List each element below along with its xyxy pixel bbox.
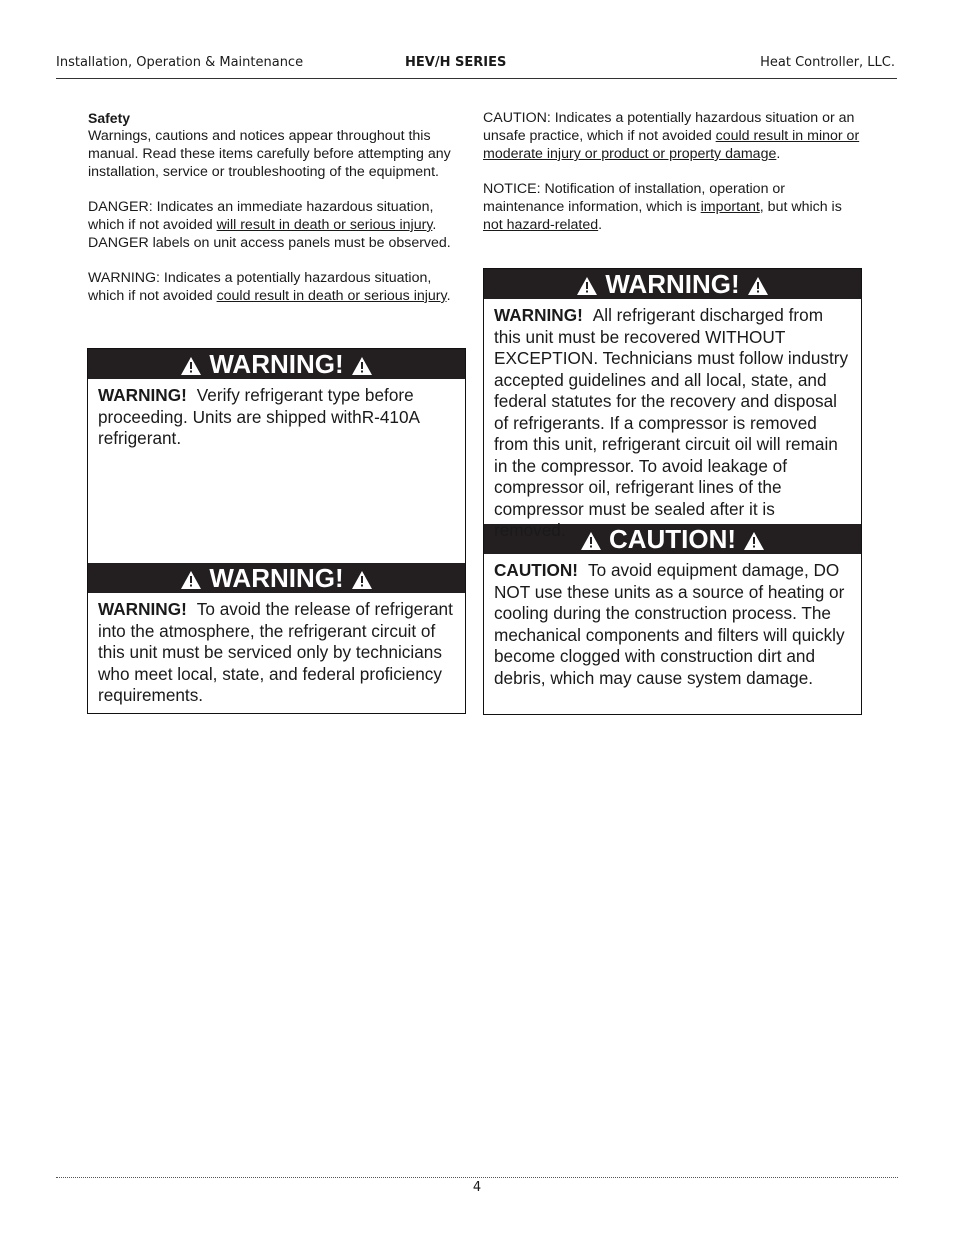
refrigerant-recovery-warning: WARNING! All refrigerant discharged from this unit must be recovered WITHOUT EXCEPTION. Technicians must follow industry accepted guidelines and all local, state, and federal statutes for the recovery and disposal of refrigerants. If a compressor is removed from this unit, refrigerant circuit oil will remain in the compressor. To avoid leakage of compressor oil, refrigerant lines of the compressor must be sealed after it is removed. bbox=[494, 305, 849, 540]
warning-triangle-icon bbox=[581, 532, 601, 550]
construction-use-caution: CAUTION! To avoid equipment damage, DO NOT use these units as a source of heating or cooling during the construction process. The mechanical components and filters will quickly become clogged with construction dirt and debris, which may cause system damage. bbox=[494, 560, 845, 688]
footer-rule bbox=[56, 1177, 898, 1178]
warning-triangle-icon bbox=[352, 357, 372, 375]
danger-definition: DANGER: Indicates an immediate hazardous situation, which if not avoided will result in death or serious injury. DANGER labels on unit access panels must be observed. bbox=[88, 199, 451, 251]
warning-triangle-icon bbox=[577, 277, 597, 295]
warning-banner: WARNING! bbox=[88, 349, 465, 379]
caution-definition: CAUTION: Indicates a potentially hazardous situation or an unsafe practice, which if not avoided could result in minor or moderate injury or product or property damage. bbox=[483, 110, 860, 162]
right-warning-panel bbox=[483, 268, 862, 715]
header-series: HEV/H SERIES bbox=[405, 55, 507, 70]
header-left: Installation, Operation & Maintenance bbox=[56, 55, 304, 70]
notice-definition: NOTICE: Notification of installation, operation or maintenance information, which is important, but which is not hazard-related. bbox=[483, 181, 842, 233]
safety-section bbox=[88, 109, 466, 322]
warning-triangle-icon bbox=[748, 277, 768, 295]
safety-intro: Warnings, cautions and notices appear throughout this manual. Read these items carefully before attempting any installation, service or troubleshooting of the equipment. bbox=[88, 128, 451, 180]
warning-definition: WARNING: Indicates a potentially hazardous situation, which if not avoided could result in death or serious injury. bbox=[88, 270, 451, 304]
refrigerant-release-warning: WARNING! To avoid the release of refrigerant into the atmosphere, the refrigerant circuit of this unit must be serviced only by technicians who meet local, state, and federal proficiency requirements. bbox=[98, 599, 453, 705]
definitions-section bbox=[483, 109, 861, 251]
caution-banner: CAUTION! bbox=[484, 524, 861, 554]
page-number: 4 bbox=[472, 1180, 482, 1195]
refrigerant-type-warning: WARNING! Verify refrigerant type before proceeding. Units are shipped withR-410A refrigerant. bbox=[98, 385, 420, 448]
refrigerant-type: R-410A bbox=[361, 406, 420, 427]
left-warning-panel bbox=[87, 348, 466, 714]
warning-triangle-icon bbox=[744, 532, 764, 550]
warning-banner: WARNING! bbox=[88, 563, 465, 593]
page-header bbox=[56, 52, 897, 79]
warning-triangle-icon bbox=[181, 571, 201, 589]
warning-banner: WARNING! bbox=[484, 269, 861, 299]
warning-triangle-icon bbox=[181, 357, 201, 375]
safety-heading: Safety bbox=[88, 110, 131, 126]
warning-triangle-icon bbox=[352, 571, 372, 589]
header-company: Heat Controller, LLC. bbox=[760, 55, 895, 70]
